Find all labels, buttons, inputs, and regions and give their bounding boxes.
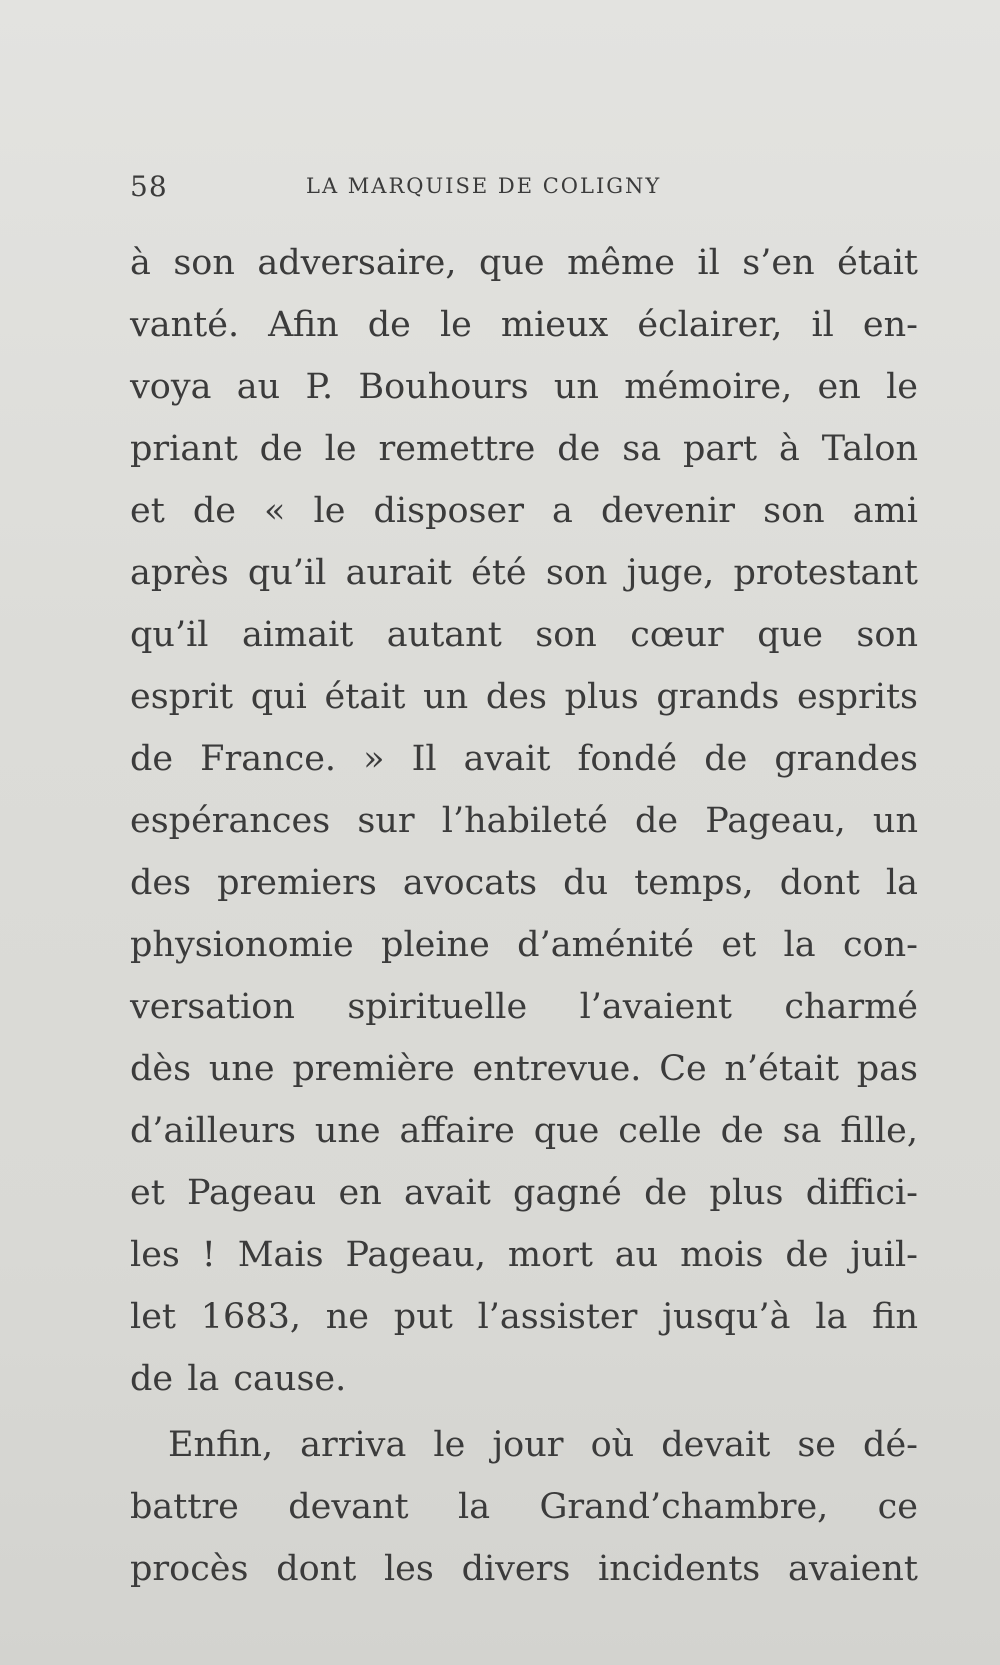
running-title: LA MARQUISE DE COLIGNY — [306, 174, 662, 198]
text-line: d’ailleurs une affaire que celle de sa fille, — [130, 1111, 918, 1151]
text-line: physionomie pleine d’aménité et la con- — [130, 925, 918, 965]
text-line: procès dont les divers incidents avaient — [130, 1549, 918, 1589]
text-line: battre devant la Grand’chambre, ce — [130, 1487, 918, 1527]
paragraph-2 — [130, 1414, 918, 1600]
text-line: et Pageau en avait gagné de plus diffici- — [130, 1173, 918, 1213]
text-line: priant de le remettre de sa part à Talon — [130, 429, 918, 469]
text-line: vanté. Afin de le mieux éclairer, il en- — [130, 305, 918, 345]
text-line: les ! Mais Pageau, mort au mois de juil- — [130, 1235, 918, 1275]
page-header — [130, 170, 750, 210]
text-line: de France. » Il avait fondé de grandes — [130, 739, 918, 779]
paragraph-1 — [130, 232, 918, 1410]
text-line: après qu’il aurait été son juge, protestant — [130, 553, 918, 593]
text-line: à son adversaire, que même il s’en était — [130, 243, 918, 283]
body-text — [130, 232, 918, 1600]
text-line: dès une première entrevue. Ce n’était pas — [130, 1049, 918, 1089]
page-number: 58 — [130, 170, 168, 203]
text-line: des premiers avocats du temps, dont la — [130, 863, 918, 903]
text-line: esprit qui était un des plus grands esprits — [130, 677, 918, 717]
text-line: voya au P. Bouhours un mémoire, en le — [130, 367, 918, 407]
text-line: qu’il aimait autant son cœur que son — [130, 615, 918, 655]
text-line: Enfin, arriva le jour où devait se dé- — [168, 1425, 918, 1465]
text-line: et de « le disposer a devenir son ami — [130, 491, 918, 531]
text-line: let 1683, ne put l’assister jusqu’à la fin — [130, 1297, 918, 1337]
text-line: espérances sur l’habileté de Pageau, un — [130, 801, 918, 841]
text-line: de la cause. — [130, 1359, 347, 1399]
text-line: versation spirituelle l’avaient charmé — [130, 987, 918, 1027]
